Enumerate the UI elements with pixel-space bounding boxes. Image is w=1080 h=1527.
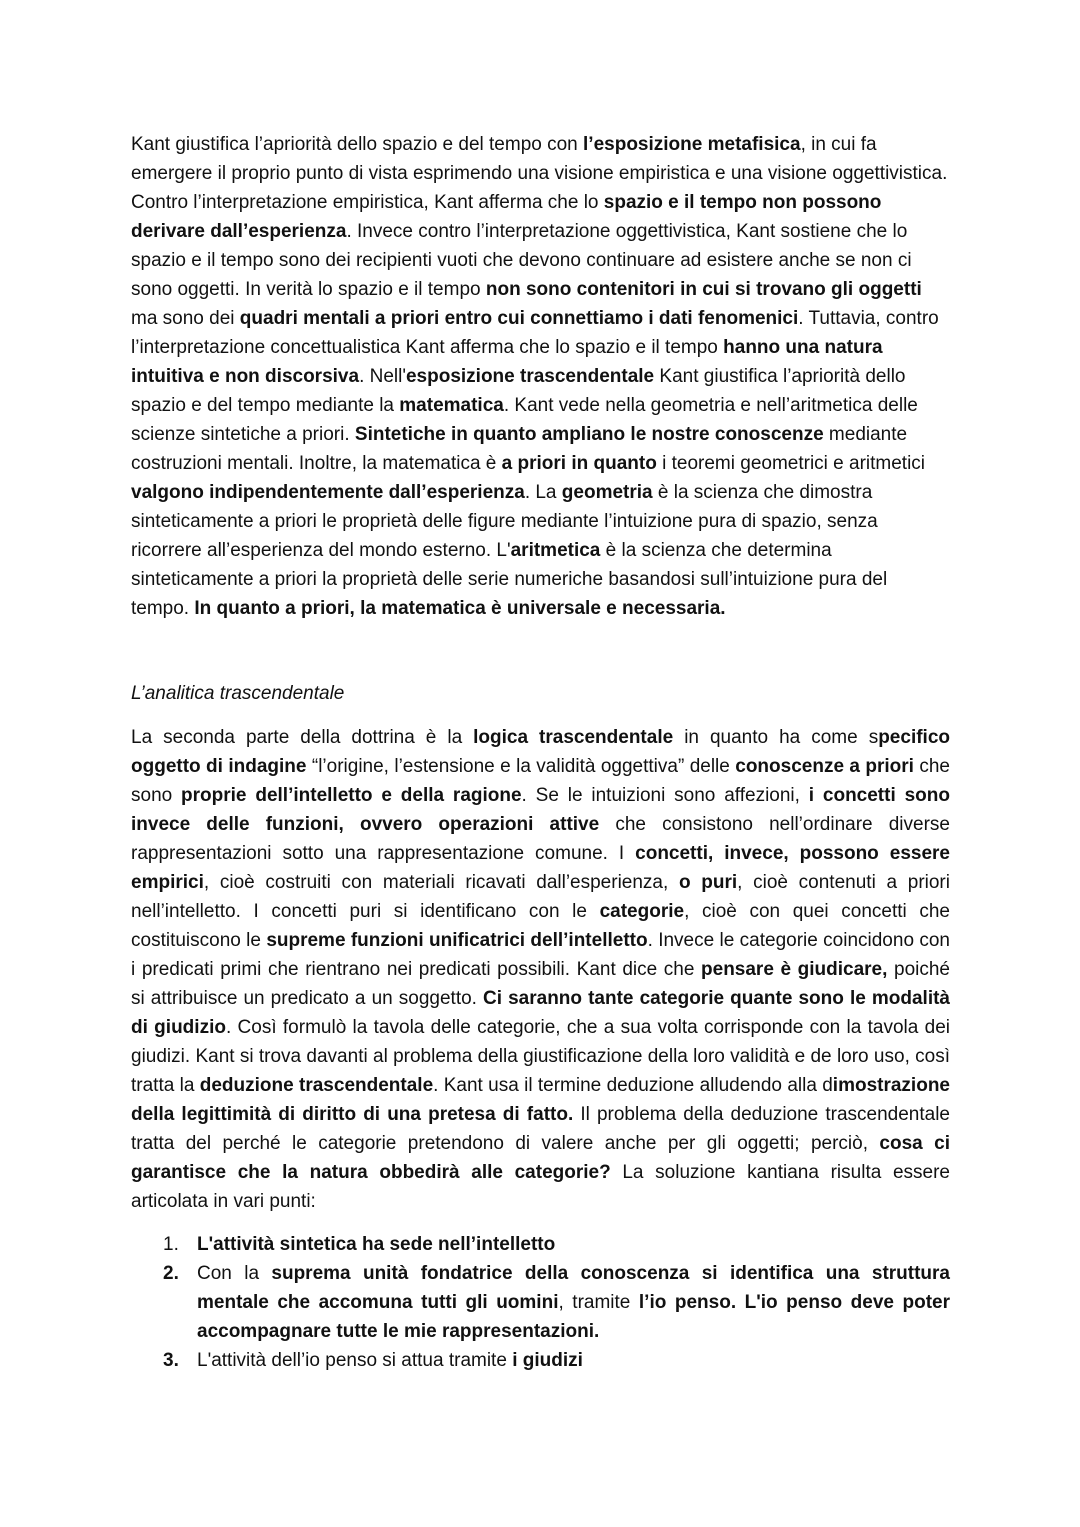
bold-text: Ci saranno tante categorie quante sono le modalità di giudizio bbox=[131, 988, 950, 1038]
text-run: è la scienza che determina sinteticamente a priori la proprietà delle serie numeriche basandosi sull’intuizione pura del tempo. bbox=[131, 540, 888, 619]
text-run: La soluzione kantiana risulta essere articolata in vari punti: bbox=[131, 1162, 950, 1212]
bold-text: non sono contenitori in cui si trovano gli oggetti bbox=[485, 279, 922, 300]
text-run: . Kant usa il termine deduzione alludendo alla d bbox=[433, 1075, 833, 1096]
bold-text: supreme funzioni unificatrici dell’intelletto bbox=[266, 930, 648, 951]
text-run: . Nell' bbox=[359, 366, 406, 387]
bold-text: i concetti sono invece delle funzioni, ovvero operazioni attive bbox=[131, 785, 950, 835]
bold-text: l’esposizione metafisica bbox=[583, 134, 801, 155]
list-item bbox=[163, 1230, 950, 1259]
bold-text: imostrazione della legittimità di diritto di una pretesa di fatto. bbox=[131, 1075, 950, 1125]
bold-text: aritmetica bbox=[510, 540, 601, 561]
bold-text: concetti, invece, possono essere empirici bbox=[131, 843, 950, 893]
list-item-number: 2. bbox=[163, 1263, 179, 1284]
text-run: , tramite bbox=[558, 1292, 639, 1313]
text-run: “l’origine, l’estensione e la validità oggettiva” delle bbox=[306, 756, 736, 777]
text-run: . Tuttavia, contro l’interpretazione concettualistica Kant afferma che lo spazio e il tempo bbox=[131, 308, 939, 358]
numbered-list bbox=[131, 1230, 950, 1375]
text-run: . Così formulò la tavola delle categorie, che a sua volta corrisponde con la tavola dei giudizi. Kant si trova davanti al problema della giustificazione della loro validità e de loro uso, così tratta la bbox=[131, 1017, 950, 1096]
text-run: . La bbox=[524, 482, 562, 503]
bold-text: geometria bbox=[561, 482, 653, 503]
paragraph-logica-trascendentale bbox=[131, 723, 950, 1216]
text-run: che sono bbox=[131, 756, 950, 806]
text-run: La seconda parte della dottrina è la bbox=[131, 727, 474, 748]
bold-text: i giudizi bbox=[512, 1350, 583, 1371]
list-item bbox=[163, 1346, 950, 1375]
text-run: . Invece le categorie coincidono con i predicati primi che rientrano nei predicati possibili. Kant dice che bbox=[131, 930, 950, 980]
bold-text: categorie bbox=[599, 901, 685, 922]
bold-text: logica trascendentale bbox=[473, 727, 674, 748]
text-run: . Invece contro l’interpretazione oggettivistica, Kant sostiene che lo spazio e il tempo sono dei recipienti vuoti che devono continuare ad esistere anche se non ci sono oggetti. In verità lo spazio e il tempo bbox=[131, 221, 912, 300]
bold-text: a priori in quanto bbox=[501, 453, 657, 474]
bold-text: proprie dell’intelletto e della ragione bbox=[181, 785, 522, 806]
list-item-text bbox=[197, 1350, 583, 1371]
text-run: i teoremi geometrici e aritmetici bbox=[656, 453, 926, 474]
text-run: , cioè costruiti con materiali ricavati dall’esperienza, bbox=[203, 872, 679, 893]
text-run: poiché si attribuisce un predicato a un soggetto. bbox=[131, 959, 950, 1009]
bold-text: pecifico oggetto di indagine bbox=[131, 727, 951, 777]
paragraph-esposizione bbox=[131, 130, 950, 623]
bold-text: spazio e il tempo non possono derivare dall’esperienza bbox=[131, 192, 882, 242]
text-run: mediante costruzioni mentali. Inoltre, la matematica è bbox=[131, 424, 908, 474]
text-run: Kant giustifica l’apriorità dello spazio e del tempo mediante la bbox=[131, 366, 906, 416]
bold-text: pensare è giudicare, bbox=[701, 959, 888, 980]
text-run: Kant giustifica l’apriorità dello spazio e del tempo con bbox=[131, 134, 584, 155]
bold-text: L'attività sintetica ha sede nell’intelletto bbox=[197, 1234, 556, 1255]
bold-text: matematica bbox=[399, 395, 504, 416]
bold-text: esposizione trascendentale bbox=[405, 366, 655, 387]
list-item-number: 3. bbox=[163, 1350, 179, 1371]
text-run: L'attività dell’io penso si attua tramite bbox=[197, 1350, 513, 1371]
bold-text: l’io penso. L'io penso deve poter accompagnare tutte le mie rappresentazioni. bbox=[197, 1292, 950, 1342]
text-run: Il problema della deduzione trascendentale tratta del perché le categorie pretendono di valere anche per gli oggetti; perciò, bbox=[131, 1104, 950, 1154]
bold-text: valgono indipendentemente dall’esperienza bbox=[131, 482, 525, 503]
text-run: è la scienza che dimostra sinteticamente a priori le proprietà delle figure mediante l’intuizione pura di spazio, senza ricorrere all’esperienza del mondo esterno. L' bbox=[131, 482, 878, 561]
bold-text: In quanto a priori, la matematica è universale e necessaria. bbox=[194, 598, 726, 619]
list-item-number: 1. bbox=[163, 1234, 179, 1255]
bold-text: quadri mentali a priori entro cui connettiamo i dati fenomenici bbox=[239, 308, 799, 329]
bold-text: hanno una natura intuitiva e non discorsiva bbox=[131, 337, 883, 387]
section-heading: L’analitica trascendentale bbox=[131, 683, 345, 704]
list-item bbox=[163, 1259, 950, 1346]
text-run: Con la bbox=[197, 1263, 272, 1284]
text-run: . Kant vede nella geometria e nell’aritmetica delle scienze sintetiche a priori. bbox=[131, 395, 918, 445]
bold-text: conoscenze a priori bbox=[735, 756, 914, 777]
text-run: che consistono nell’ordinare diverse rappresentazioni sotto una rappresentazione comune. I bbox=[131, 814, 950, 864]
text-run: . Se le intuizioni sono affezioni, bbox=[521, 785, 809, 806]
bold-text: cosa ci garantisce che la natura obbedirà alle categorie? bbox=[131, 1133, 950, 1183]
list-item-text bbox=[197, 1263, 950, 1342]
text-run: , in cui fa emergere il proprio punto di vista esprimendo una visione empiristica e una visione oggettivistica. Contro l’interpretazione empiristica, Kant afferma che lo bbox=[131, 134, 948, 213]
text-run: , cioè contenuti a priori nell’intelletto. I concetti puri si identificano con le bbox=[131, 872, 950, 922]
bold-text: suprema unità fondatrice della conoscenza si identifica una struttura mentale che accomuna tutti gli uomini bbox=[197, 1263, 950, 1313]
text-run: , cioè con quei concetti che costituiscono le bbox=[131, 901, 951, 951]
text-run: ma sono dei bbox=[131, 308, 240, 329]
bold-text: deduzione trascendentale bbox=[199, 1075, 434, 1096]
bold-text: Sintetiche in quanto ampliano le nostre conoscenze bbox=[354, 424, 824, 445]
text-run: in quanto ha come s bbox=[673, 727, 879, 748]
list-item-text bbox=[197, 1234, 555, 1255]
bold-text: o puri bbox=[678, 872, 738, 893]
